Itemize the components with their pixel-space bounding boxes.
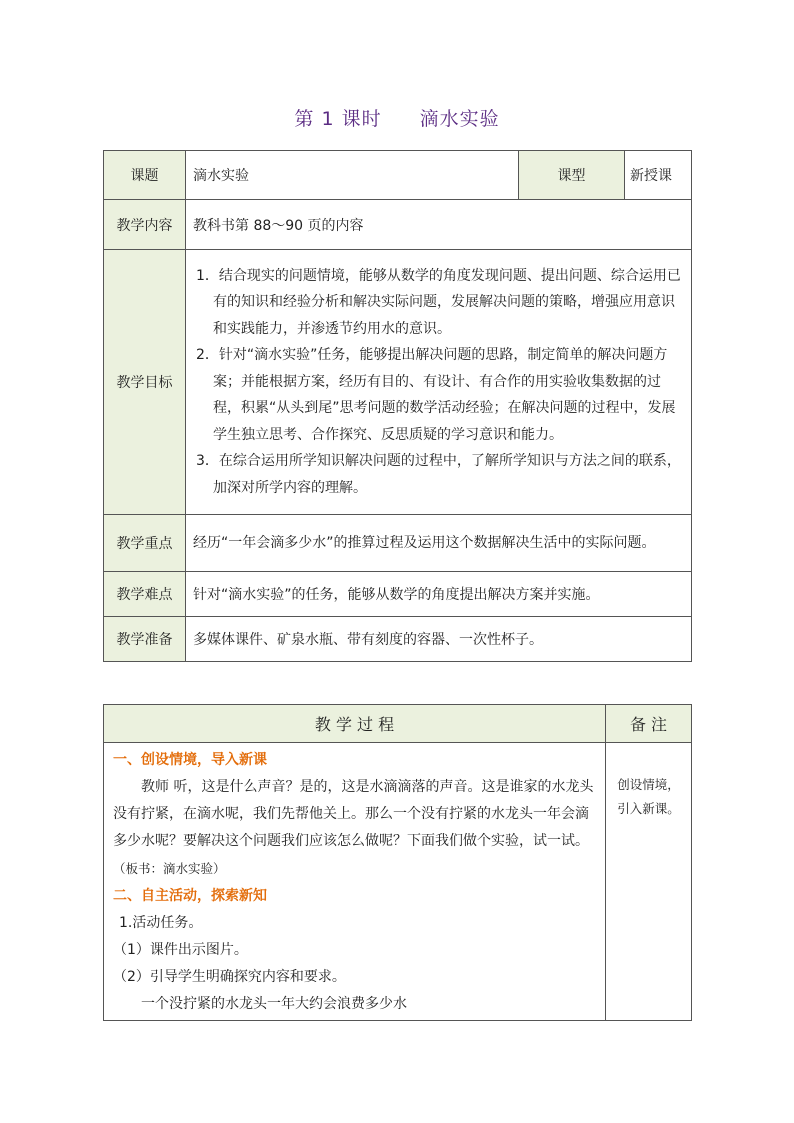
note-line-1: 创设情境， [617, 777, 680, 792]
preparation-value: 多媒体课件、矿泉水瓶、带有刻度的容器、一次性杯子。 [186, 617, 692, 662]
lesson-name: 滴水实验 [419, 108, 500, 130]
goals-label: 教学目标 [104, 250, 186, 515]
section-1-body: 教师 听，这是什么声音？是的，这是水滴滴落的声音。这是谁家的水龙头没有拧紧，在滴水呢，我们先帮他关上。那么一个没有拧紧的水龙头一年会滴多少水呢？要解决这个问题我们应该怎么做呢？下面我们做个实验，试一试。 [113, 779, 594, 849]
difficulty-label: 教学难点 [104, 572, 186, 617]
goals-list [186, 250, 692, 515]
difficulty-value: 针对“滴水实验”的任务，能够从数学的角度提出解决方案并实施。 [186, 572, 692, 617]
step-2: （2）引导学生明确探究内容和要求。 [113, 969, 346, 985]
content-value: 教科书第 88～90 页的内容 [186, 200, 692, 250]
step-1: （1）课件出示图片。 [113, 942, 248, 958]
goal-item: 1．结合现实的问题情境，能够从数学的角度发现问题、提出问题、综合运用已有的知识和经验分析和解决实际问题，发展解决问题的策略，增强应用意识和实践能力，并渗透节约用水的意识。 [196, 267, 681, 337]
teaching-process-table [103, 704, 692, 1021]
board-note: （板书：滴水实验） [113, 861, 226, 876]
notes-header: 备 注 [606, 705, 692, 743]
process-content [104, 743, 606, 1021]
goal-item: 3．在综合运用所学知识解决问题的过程中，了解所学知识与方法之间的联系，加深对所学内容的理解。 [196, 453, 681, 496]
section-2-title: 二、自主活动，探索新知 [113, 888, 267, 904]
section-1-text [113, 774, 601, 883]
topic-label: 课题 [104, 151, 186, 200]
process-header: 教 学 过 程 [104, 705, 606, 743]
section-1-title: 一、创设情境，导入新课 [113, 752, 267, 768]
key-point-value: 经历“一年会滴多少水”的推算过程及运用这个数据解决生活中的实际问题。 [186, 515, 692, 572]
notes-cell [606, 743, 692, 1021]
preparation-label: 教学准备 [104, 617, 186, 662]
type-value: 新授课 [625, 151, 692, 200]
content-label: 教学内容 [104, 200, 186, 250]
lesson-number: 第 1 课时 [294, 108, 382, 130]
goal-item: 2．针对“滴水实验”任务，能够提出解决问题的思路，制定简单的解决问题方案；并能根据方案，经历有目的、有设计、有合作的用实验收集数据的过程，积累“从头到尾”思考问题的数学活动经验；在解决问题的过程中，发展学生独立思考、合作探究、反思质疑的学习意识和能力。 [196, 347, 676, 443]
page-title [0, 104, 794, 131]
activity-task: 1.活动任务。 [119, 915, 203, 931]
type-label: 课型 [519, 151, 625, 200]
lesson-info-table [103, 150, 692, 662]
key-point-label: 教学重点 [104, 515, 186, 572]
question-text: 一个没拧紧的水龙头一年大约会浪费多少水 [141, 996, 407, 1012]
note-line-2: 引入新课。 [617, 801, 680, 816]
topic-value: 滴水实验 [186, 151, 519, 200]
